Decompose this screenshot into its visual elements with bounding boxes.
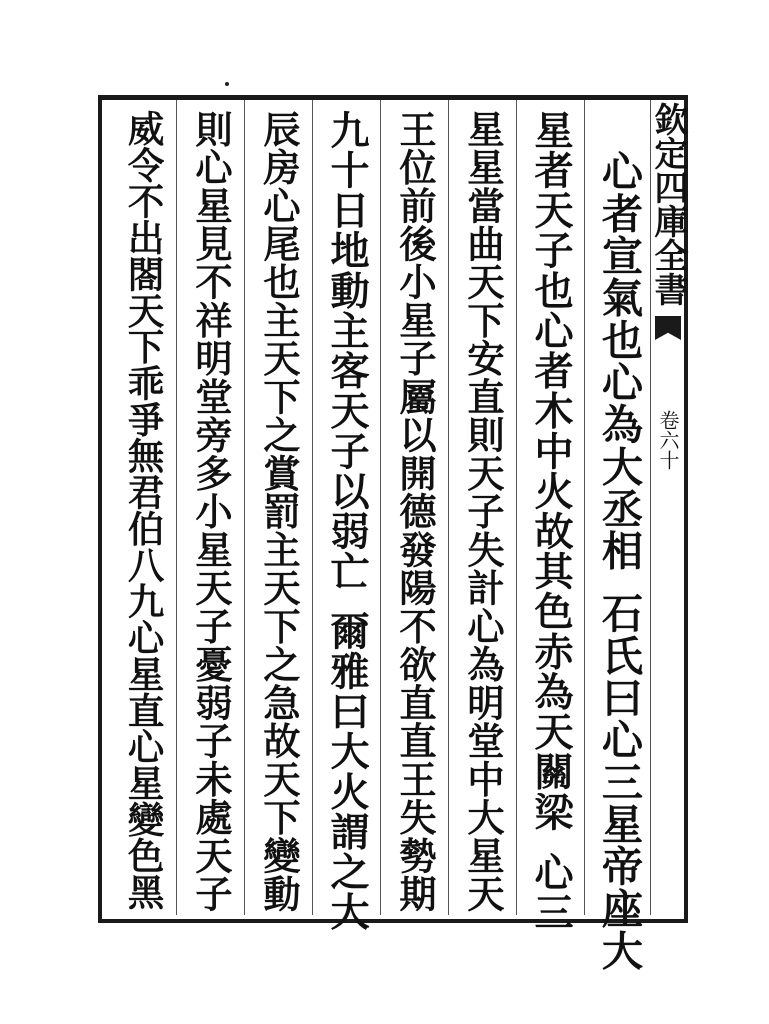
column-rule: [380, 100, 381, 915]
column-rule: [244, 100, 245, 915]
column-text: 星者天子也心者木中火故其色赤為天關梁: [528, 110, 574, 832]
column-text: 辰房心尾也主天下之賞罰主天下之急故天下變動: [257, 110, 301, 914]
text-column-1: [588, 110, 650, 972]
ink-speck: [225, 82, 229, 86]
text-column-8: [112, 110, 174, 910]
column-text: 星星當曲天下安直則天子失計心為明堂中大星天: [461, 110, 505, 914]
fish-tail-mark: [655, 316, 681, 340]
column-rule: [448, 100, 449, 915]
column-text-tail: 石氏曰心三星帝座大: [595, 591, 644, 972]
column-rule: [516, 100, 517, 915]
column-text: 威令不出閤天下乖爭無君伯八九心星直心星變色黑: [122, 110, 165, 910]
text-column-5: [316, 110, 378, 933]
column-text: 九十日地動主客天子以弱亡: [324, 110, 370, 592]
text-column-4: [384, 110, 446, 914]
text-column-2: [520, 110, 582, 933]
column-rule: [584, 100, 585, 915]
volume-label: 卷六十: [656, 410, 680, 470]
column-text-tail: 爾雅曰大火謂之大: [324, 611, 370, 933]
column-text: 心者宣氣也心為大丞相: [595, 150, 644, 572]
column-text: 王位前後小星子屬以開德發陽不欲直直王失勢期: [393, 110, 437, 914]
text-column-3: [452, 110, 514, 914]
column-rule: [312, 100, 313, 915]
book-title: 欽定四庫全書: [648, 102, 688, 306]
margin-strip: [650, 100, 686, 915]
text-column-6: [248, 110, 310, 914]
column-rule: [176, 100, 177, 915]
column-text-tail: 心三: [528, 851, 574, 933]
column-text: 則心星見不祥明堂旁多小星天子憂弱子未處天子: [189, 110, 233, 914]
text-column-7: [180, 110, 242, 914]
